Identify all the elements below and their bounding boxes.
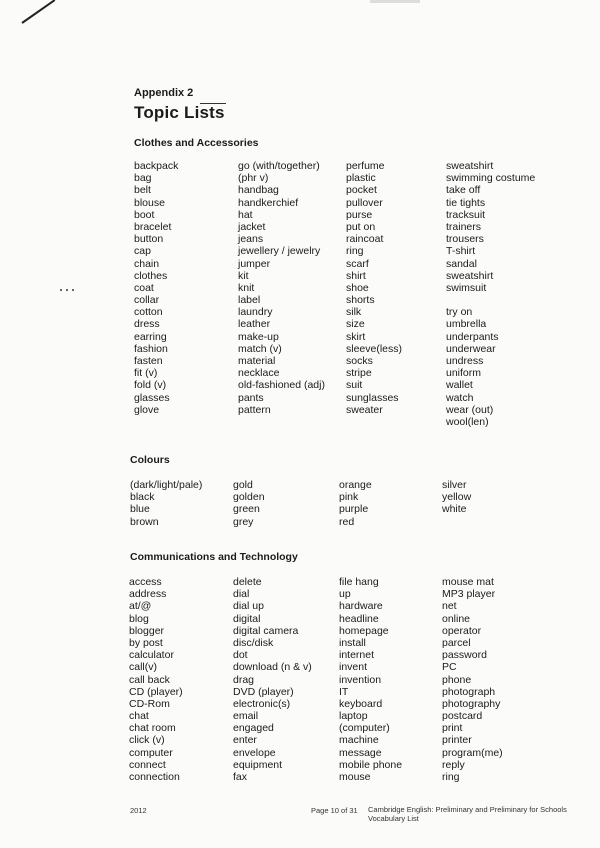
vocab-word: take off (446, 184, 481, 197)
vocab-word: ring (346, 245, 364, 258)
vocab-word: IT (339, 685, 349, 698)
vocab-word: dress (134, 318, 160, 331)
vocab-word: DVD (player) (233, 685, 294, 698)
vocab-word: parcel (442, 636, 471, 649)
vocab-word: printer (442, 734, 472, 747)
word-column (442, 479, 471, 516)
vocab-word: hardware (339, 600, 383, 613)
vocab-word: at/@ (129, 600, 152, 613)
vocab-word: trainers (446, 220, 482, 233)
vocab-word: delete (233, 576, 262, 588)
vocab-word: online (442, 612, 471, 625)
vocab-word: postcard (442, 710, 483, 723)
vocab-word: headline (339, 612, 379, 625)
vocab-word: stripe (346, 367, 372, 380)
vocab-word: scarf (346, 257, 369, 270)
footer-page-number: Page 10 of 31 (311, 806, 358, 815)
vocab-word: digital camera (233, 624, 299, 637)
vocab-word: (dark/light/pale) (130, 479, 203, 491)
vocab-word: mouse (339, 771, 371, 783)
vocab-word: email (233, 710, 259, 723)
vocab-word: shirt (346, 269, 366, 282)
pen-mark (21, 0, 55, 24)
vocab-word: old-fashioned (adj) (238, 379, 325, 392)
vocab-word: calculator (129, 649, 174, 662)
vocab-word: raincoat (346, 233, 384, 246)
vocab-word: go (with/together) (238, 160, 320, 172)
vocab-word: pocket (346, 184, 377, 197)
vocab-word: print (442, 722, 463, 735)
section-heading-clothes: Clothes and Accessories (134, 137, 259, 149)
vocab-word: button (134, 233, 164, 246)
vocab-word: jeans (238, 233, 264, 246)
section-heading-colours: Colours (130, 454, 170, 466)
vocab-word: make-up (238, 330, 279, 343)
vocab-word: red (339, 515, 355, 528)
vocab-word: sweatshirt (446, 269, 494, 282)
vocab-word: yellow (442, 491, 472, 504)
vocab-word: clothes (134, 269, 168, 282)
vocab-word: homepage (339, 624, 389, 637)
vocab-word: T-shirt (446, 245, 476, 258)
vocab-word: purse (346, 208, 373, 221)
vocab-word: underpants (446, 330, 499, 343)
vocab-word: black (130, 491, 155, 504)
vocab-word: invent (339, 661, 368, 674)
vocab-word: dial (233, 588, 250, 601)
scan-smudge (370, 0, 420, 3)
vocab-word: undress (446, 355, 484, 367)
vocab-word: tie tights (446, 196, 486, 209)
vocab-word: handkerchief (238, 196, 299, 209)
vocab-word: jumper (238, 257, 271, 270)
vocab-word: shoe (346, 281, 369, 294)
vocab-word: click (v) (129, 734, 165, 747)
vocab-word: laptop (339, 710, 368, 723)
vocab-word: connect (129, 758, 166, 771)
vocab-word: swimsuit (446, 281, 487, 294)
vocab-word: umbrella (446, 318, 487, 331)
vocab-word: label (238, 294, 261, 307)
vocab-word: engaged (233, 722, 274, 735)
vocab-word: golden (233, 491, 265, 504)
vocab-word: necklace (238, 367, 280, 380)
vocab-word: file hang (339, 576, 379, 588)
vocab-word: dial up (233, 600, 264, 613)
vocab-word: silver (442, 479, 467, 491)
vocab-word: try on (446, 306, 473, 319)
vocab-word: put on (346, 220, 376, 233)
vocab-word: sandal (446, 257, 477, 270)
word-column (233, 479, 265, 528)
word-column (134, 160, 178, 416)
page-title: Topic Lists (134, 103, 225, 122)
vocab-word: disc/disk (233, 636, 274, 649)
vocab-word: size (346, 318, 365, 331)
vocab-word: white (442, 503, 467, 516)
vocab-word: chain (134, 257, 160, 270)
vocab-word: photograph (442, 685, 496, 698)
vocab-word: collar (134, 294, 160, 307)
vocab-word: fasten (134, 355, 163, 367)
vocab-word: belt (134, 184, 151, 197)
word-column (446, 160, 535, 428)
word-column (442, 576, 503, 783)
section-heading-communications: Communications and Technology (130, 551, 298, 563)
vocab-word: trousers (446, 233, 484, 246)
vocab-word: fashion (134, 342, 168, 355)
vocab-word: install (339, 636, 366, 649)
word-column (129, 576, 183, 783)
vocab-word: glove (134, 403, 160, 416)
vocab-word: pattern (238, 403, 271, 416)
vocab-word: shorts (346, 294, 375, 307)
vocab-word: password (442, 649, 487, 662)
vocab-word: cotton (134, 306, 163, 319)
vocab-word: chat room (129, 722, 176, 735)
vocab-word: CD (player) (129, 685, 183, 698)
vocab-word: skirt (346, 330, 366, 343)
vocab-word: PC (442, 661, 457, 674)
vocab-word: wool(len) (446, 415, 489, 428)
vocab-word: pink (339, 491, 359, 504)
vocab-word: address (129, 588, 167, 601)
vocab-word: CD-Rom (129, 697, 170, 710)
vocab-word: connection (129, 771, 180, 783)
vocab-word: material (238, 355, 276, 367)
vocab-word: blogger (129, 624, 165, 637)
vocab-word: phone (442, 673, 472, 686)
vocab-word: electronic(s) (233, 697, 291, 710)
vocab-word: blouse (134, 196, 165, 209)
vocab-word: dot (233, 649, 248, 662)
vocab-word: sweatshirt (446, 160, 494, 172)
word-column (238, 160, 325, 416)
vocab-word: MP3 player (442, 588, 496, 601)
vocab-word: mouse mat (442, 576, 494, 588)
vocab-word: chat (129, 710, 149, 723)
vocab-word: wear (out) (446, 403, 494, 416)
vocab-word: ring (442, 771, 460, 783)
vocab-word: sweater (346, 403, 383, 416)
vocab-word: bracelet (134, 220, 172, 233)
vocab-word: computer (129, 746, 173, 759)
vocab-word: grey (233, 515, 254, 528)
vocab-word: tracksuit (446, 208, 486, 221)
vocab-word: watch (446, 391, 474, 404)
vocab-word: jewellery / jewelry (238, 245, 321, 258)
vocab-word: uniform (446, 367, 482, 380)
vocab-word: hat (238, 208, 253, 221)
vocab-word: kit (238, 269, 249, 282)
vocab-word: machine (339, 734, 379, 747)
word-column (130, 479, 202, 528)
vocab-word: fax (233, 771, 248, 783)
vocab-word: mobile phone (339, 758, 403, 771)
vocab-word: earring (134, 330, 167, 343)
vocab-word: boot (134, 208, 155, 221)
vocab-word: photography (442, 697, 501, 710)
word-column (346, 160, 402, 416)
word-column (339, 576, 402, 783)
vocab-word: blog (129, 612, 149, 625)
vocab-word: invention (339, 673, 382, 686)
vocab-word: message (339, 746, 382, 759)
scan-dots (60, 289, 78, 291)
vocab-word: backpack (134, 160, 179, 172)
vocab-word: net (442, 600, 457, 613)
vocab-word: purple (339, 503, 369, 516)
vocab-word: fold (v) (134, 379, 167, 392)
vocab-word: up (339, 588, 351, 601)
vocab-word: pullover (346, 196, 383, 209)
vocab-word: (computer) (339, 722, 390, 735)
footer-document-title: Cambridge English: Preliminary and Preliminary for Schools Vocabulary List (368, 805, 567, 823)
vocab-word: brown (130, 515, 159, 528)
vocab-word: suit (346, 379, 363, 392)
vocab-word: program(me) (442, 746, 503, 759)
vocab-word: digital (233, 612, 261, 625)
vocab-word: download (n & v) (233, 661, 312, 674)
vocab-word: enter (233, 734, 257, 747)
vocab-word: internet (339, 649, 375, 662)
vocab-word: orange (339, 479, 372, 491)
vocab-word: underwear (446, 342, 496, 355)
vocab-word: glasses (134, 391, 170, 404)
vocab-word: keyboard (339, 697, 383, 710)
vocab-word: handbag (238, 184, 279, 197)
vocab-word: fit (v) (134, 367, 158, 380)
vocab-word: cap (134, 245, 151, 258)
vocab-word: bag (134, 172, 152, 185)
vocab-word: gold (233, 479, 253, 491)
vocab-word: sunglasses (346, 391, 399, 404)
word-column (233, 576, 312, 783)
vocab-word: (phr v) (238, 172, 269, 185)
vocab-word: perfume (346, 160, 385, 172)
vocab-word: socks (346, 355, 373, 367)
vocab-word: silk (346, 306, 362, 319)
vocab-word: envelope (233, 746, 276, 759)
vocab-word: equipment (233, 758, 283, 771)
vocab-word: green (233, 503, 260, 516)
vocab-word: jacket (238, 220, 266, 233)
vocab-word: access (129, 576, 162, 588)
vocab-word: operator (442, 624, 482, 637)
vocab-word: sleeve(less) (346, 342, 403, 355)
vocab-word: call back (129, 673, 170, 686)
vocab-word: blue (130, 503, 150, 516)
vocab-word: plastic (346, 172, 376, 185)
vocab-word: leather (238, 318, 271, 331)
vocab-word: laundry (238, 306, 273, 319)
word-column (339, 479, 372, 528)
vocab-word: match (v) (238, 342, 282, 355)
footer-year: 2012 (130, 806, 147, 815)
vocab-word (446, 294, 535, 306)
vocab-word: call(v) (129, 661, 157, 674)
vocab-word: reply (442, 758, 465, 771)
vocab-word: knit (238, 281, 255, 294)
vocab-word: by post (129, 636, 163, 649)
vocab-word: swimming costume (446, 172, 536, 185)
vocab-word: drag (233, 673, 255, 686)
appendix-label: Appendix 2 (134, 87, 194, 99)
vocab-word: coat (134, 281, 154, 294)
vocab-word: wallet (446, 379, 473, 392)
vocab-word: pants (238, 391, 264, 404)
